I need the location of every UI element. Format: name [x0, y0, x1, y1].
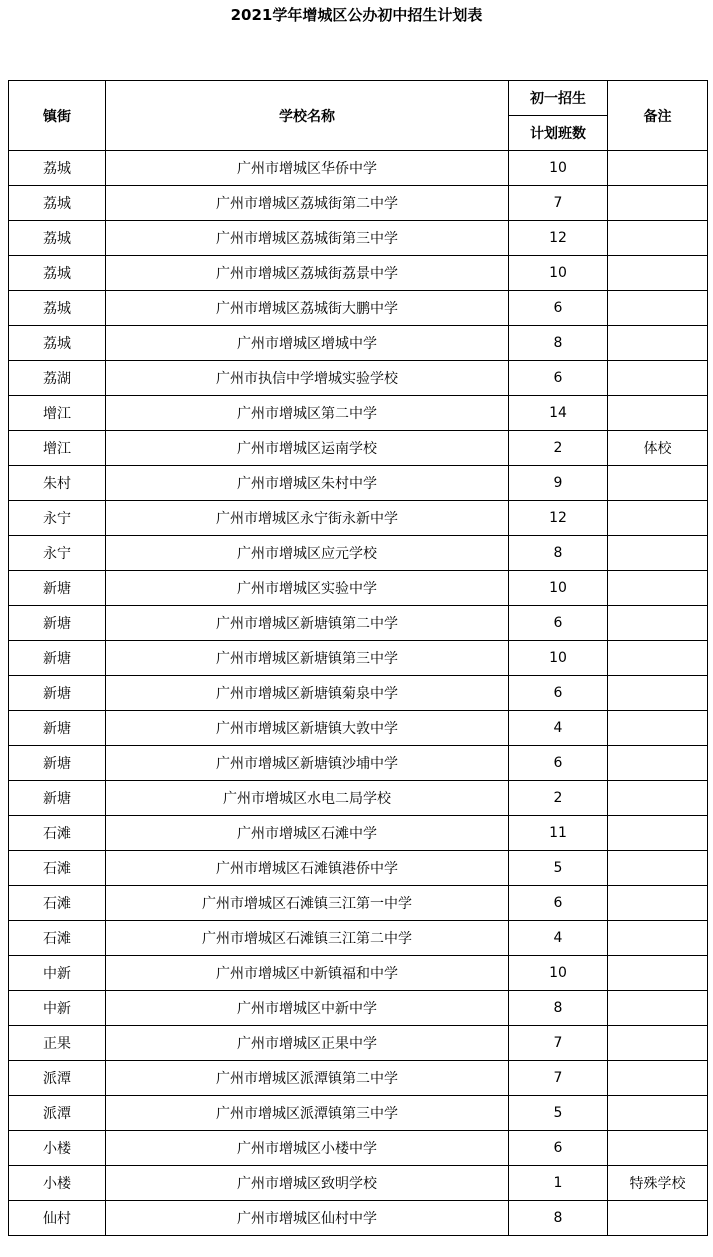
class-count-cell: 12: [509, 221, 608, 256]
town-cell: 小楼: [9, 1166, 106, 1201]
class-count-cell: 6: [509, 886, 608, 921]
table-row: [9, 606, 708, 641]
table-body: [9, 151, 708, 1236]
header-classes-line2: 计划班数: [509, 116, 608, 151]
remark-cell: [608, 221, 708, 256]
town-cell: 石滩: [9, 816, 106, 851]
table-row: [9, 291, 708, 326]
town-cell: 增江: [9, 396, 106, 431]
class-count-cell: 10: [509, 151, 608, 186]
table-row: [9, 186, 708, 221]
town-cell: 朱村: [9, 466, 106, 501]
table-row: [9, 1166, 708, 1201]
school-name-cell: 广州市增城区石滩镇三江第一中学: [106, 886, 509, 921]
class-count-cell: 12: [509, 501, 608, 536]
remark-cell: [608, 1026, 708, 1061]
school-name-cell: 广州市增城区荔城街第三中学: [106, 221, 509, 256]
table-row: [9, 221, 708, 256]
table-row: [9, 1131, 708, 1166]
town-cell: 新塘: [9, 606, 106, 641]
school-name-cell: 广州市增城区朱村中学: [106, 466, 509, 501]
school-name-cell: 广州市增城区派潭镇第二中学: [106, 1061, 509, 1096]
remark-cell: [608, 886, 708, 921]
town-cell: 荔城: [9, 291, 106, 326]
town-cell: 仙村: [9, 1201, 106, 1236]
remark-cell: [608, 711, 708, 746]
document-title: 2021学年增城区公办初中招生计划表: [230, 6, 483, 24]
town-cell: 小楼: [9, 1131, 106, 1166]
header-town: 镇街: [9, 81, 106, 151]
town-cell: 中新: [9, 991, 106, 1026]
remark-cell: [608, 1096, 708, 1131]
town-cell: 新塘: [9, 746, 106, 781]
class-count-cell: 6: [509, 676, 608, 711]
class-count-cell: 1: [509, 1166, 608, 1201]
school-name-cell: 广州市增城区水电二局学校: [106, 781, 509, 816]
school-name-cell: 广州市增城区荔城街第二中学: [106, 186, 509, 221]
remark-cell: [608, 466, 708, 501]
school-name-cell: 广州市增城区新塘镇大敦中学: [106, 711, 509, 746]
town-cell: 荔城: [9, 256, 106, 291]
school-name-cell: 广州市增城区派潭镇第三中学: [106, 1096, 509, 1131]
town-cell: 荔城: [9, 151, 106, 186]
town-cell: 中新: [9, 956, 106, 991]
table-row: [9, 151, 708, 186]
remark-cell: [608, 256, 708, 291]
school-name-cell: 广州市增城区永宁街永新中学: [106, 501, 509, 536]
class-count-cell: 5: [509, 1096, 608, 1131]
town-cell: 新塘: [9, 571, 106, 606]
town-cell: 荔城: [9, 186, 106, 221]
class-count-cell: 8: [509, 1201, 608, 1236]
class-count-cell: 6: [509, 361, 608, 396]
school-name-cell: 广州市增城区石滩镇港侨中学: [106, 851, 509, 886]
table-row: [9, 361, 708, 396]
class-count-cell: 4: [509, 921, 608, 956]
class-count-cell: 7: [509, 186, 608, 221]
table-row: [9, 501, 708, 536]
remark-cell: [608, 501, 708, 536]
remark-cell: [608, 536, 708, 571]
table-row: [9, 466, 708, 501]
table-row: [9, 921, 708, 956]
school-name-cell: 广州市增城区应元学校: [106, 536, 509, 571]
remark-cell: [608, 1201, 708, 1236]
school-name-cell: 广州市增城区增城中学: [106, 326, 509, 361]
remark-cell: [608, 291, 708, 326]
table-header: [9, 81, 708, 151]
class-count-cell: 11: [509, 816, 608, 851]
school-name-cell: 广州市增城区新塘镇沙埔中学: [106, 746, 509, 781]
remark-cell: [608, 1131, 708, 1166]
class-count-cell: 10: [509, 956, 608, 991]
class-count-cell: 6: [509, 746, 608, 781]
remark-cell: [608, 361, 708, 396]
school-name-cell: 广州市增城区新塘镇菊泉中学: [106, 676, 509, 711]
table-row: [9, 991, 708, 1026]
class-count-cell: 9: [509, 466, 608, 501]
class-count-cell: 2: [509, 781, 608, 816]
table-row: [9, 1201, 708, 1236]
town-cell: 石滩: [9, 921, 106, 956]
table-row: [9, 1026, 708, 1061]
remark-cell: 特殊学校: [608, 1166, 708, 1201]
school-name-cell: 广州市增城区华侨中学: [106, 151, 509, 186]
table-row: [9, 1061, 708, 1096]
school-name-cell: 广州市增城区荔城街荔景中学: [106, 256, 509, 291]
table-row: [9, 256, 708, 291]
remark-cell: [608, 851, 708, 886]
table-row: [9, 536, 708, 571]
table-row: [9, 571, 708, 606]
remark-cell: 体校: [608, 431, 708, 466]
class-count-cell: 2: [509, 431, 608, 466]
remark-cell: [608, 956, 708, 991]
town-cell: 新塘: [9, 676, 106, 711]
town-cell: 派潭: [9, 1096, 106, 1131]
header-school: 学校名称: [106, 81, 509, 151]
class-count-cell: 7: [509, 1026, 608, 1061]
school-name-cell: 广州市增城区仙村中学: [106, 1201, 509, 1236]
class-count-cell: 8: [509, 991, 608, 1026]
school-name-cell: 广州市增城区新塘镇第二中学: [106, 606, 509, 641]
table-row: [9, 396, 708, 431]
remark-cell: [608, 781, 708, 816]
table-row: [9, 1096, 708, 1131]
school-name-cell: 广州市增城区石滩中学: [106, 816, 509, 851]
remark-cell: [608, 676, 708, 711]
class-count-cell: 10: [509, 641, 608, 676]
table-row: [9, 851, 708, 886]
header-classes-line1: 初一招生: [509, 81, 608, 116]
town-cell: 荔湖: [9, 361, 106, 396]
class-count-cell: 5: [509, 851, 608, 886]
enrollment-plan-table: [8, 80, 708, 1236]
class-count-cell: 6: [509, 1131, 608, 1166]
remark-cell: [608, 816, 708, 851]
header-remark: 备注: [608, 81, 708, 151]
remark-cell: [608, 641, 708, 676]
table-row: [9, 781, 708, 816]
town-cell: 石滩: [9, 851, 106, 886]
remark-cell: [608, 186, 708, 221]
remark-cell: [608, 1061, 708, 1096]
table-row: [9, 956, 708, 991]
school-name-cell: 广州市增城区荔城街大鹏中学: [106, 291, 509, 326]
town-cell: 派潭: [9, 1061, 106, 1096]
remark-cell: [608, 991, 708, 1026]
table-row: [9, 676, 708, 711]
school-name-cell: 广州市增城区中新中学: [106, 991, 509, 1026]
remark-cell: [608, 921, 708, 956]
class-count-cell: 7: [509, 1061, 608, 1096]
remark-cell: [608, 606, 708, 641]
town-cell: 新塘: [9, 781, 106, 816]
class-count-cell: 8: [509, 536, 608, 571]
class-count-cell: 6: [509, 606, 608, 641]
school-name-cell: 广州市增城区正果中学: [106, 1026, 509, 1061]
table-row: [9, 746, 708, 781]
class-count-cell: 4: [509, 711, 608, 746]
remark-cell: [608, 151, 708, 186]
town-cell: 增江: [9, 431, 106, 466]
table-row: [9, 326, 708, 361]
town-cell: 石滩: [9, 886, 106, 921]
table-row: [9, 816, 708, 851]
class-count-cell: 10: [509, 571, 608, 606]
school-name-cell: 广州市增城区石滩镇三江第二中学: [106, 921, 509, 956]
town-cell: 永宁: [9, 536, 106, 571]
remark-cell: [608, 396, 708, 431]
school-name-cell: 广州市增城区致明学校: [106, 1166, 509, 1201]
school-name-cell: 广州市执信中学增城实验学校: [106, 361, 509, 396]
remark-cell: [608, 326, 708, 361]
table-row: [9, 431, 708, 466]
town-cell: 荔城: [9, 326, 106, 361]
class-count-cell: 8: [509, 326, 608, 361]
school-name-cell: 广州市增城区小楼中学: [106, 1131, 509, 1166]
school-name-cell: 广州市增城区新塘镇第三中学: [106, 641, 509, 676]
town-cell: 新塘: [9, 711, 106, 746]
table-row: [9, 886, 708, 921]
school-name-cell: 广州市增城区第二中学: [106, 396, 509, 431]
town-cell: 永宁: [9, 501, 106, 536]
town-cell: 荔城: [9, 221, 106, 256]
class-count-cell: 14: [509, 396, 608, 431]
town-cell: 新塘: [9, 641, 106, 676]
table-row: [9, 641, 708, 676]
school-name-cell: 广州市增城区实验中学: [106, 571, 509, 606]
class-count-cell: 10: [509, 256, 608, 291]
table-row: [9, 711, 708, 746]
town-cell: 正果: [9, 1026, 106, 1061]
school-name-cell: 广州市增城区运南学校: [106, 431, 509, 466]
remark-cell: [608, 746, 708, 781]
class-count-cell: 6: [509, 291, 608, 326]
school-name-cell: 广州市增城区中新镇福和中学: [106, 956, 509, 991]
remark-cell: [608, 571, 708, 606]
